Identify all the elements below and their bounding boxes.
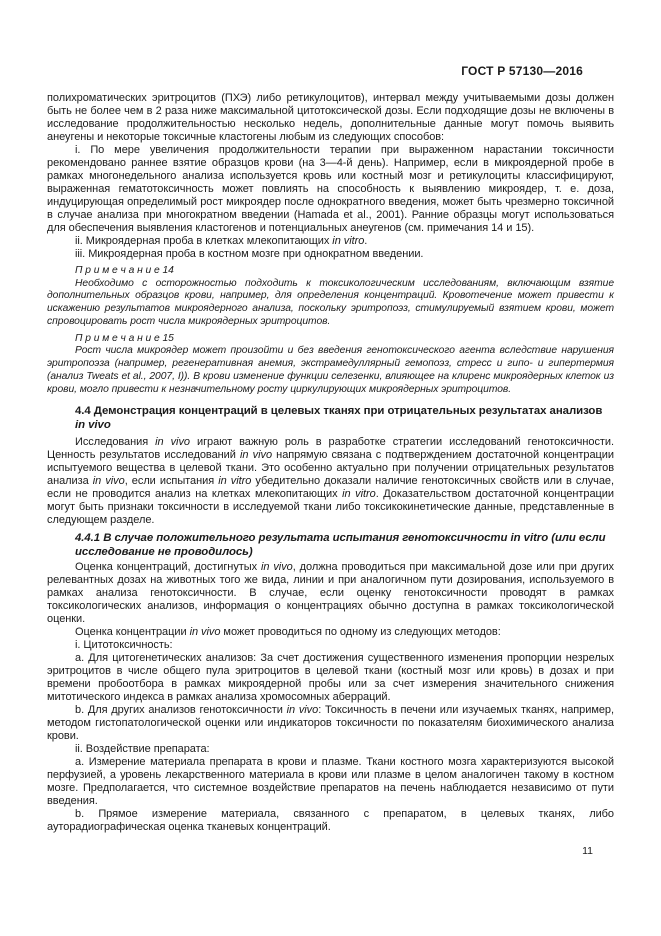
text-run: a. Измерение материала препарата в крови и плазме. Ткани костного мозга характеризуются высокой перфузией, а уровень лекарственного материала в крови или плазме в целом аналогичен такому в костном мозге. Предполагается, что системное воздействие препаратов на печень наблюдается независимо от пути введения. bbox=[47, 756, 614, 808]
paragraph-continuation bbox=[47, 92, 614, 144]
text-run: убедительно доказали наличие генотоксичных свойств или в случае, если не проводится анализ на клетках млекопитающих bbox=[47, 475, 614, 501]
text-run: 4.4.1 В случае положительного результата испытания генотоксичности in vitro (или если исследование не проводилось) bbox=[75, 532, 606, 558]
subsection-heading-4-4-1 bbox=[75, 532, 614, 559]
paragraph-in-vivo-role bbox=[47, 436, 614, 527]
text-run: 4.4 Демонстрация концентраций в целевых тканях при отрицательных результатах анализов bbox=[75, 405, 603, 418]
text-run: П р и м е ч а н и е 14 bbox=[75, 265, 174, 276]
text-run: напрямую связана с подтверждением достаточной концентрации испытуемого вещества в целевой ткани. Это особенно актуально при получении отрицательных результатов анализа bbox=[47, 449, 614, 488]
text-run: b. Прямое измерение материала, связанного с препаратом, в целевых тканях, либо ауторадиографическая оценка тканевых концентраций. bbox=[47, 808, 614, 834]
text-run: in vivo bbox=[240, 449, 273, 462]
list-item-cytogenetic-a bbox=[47, 652, 614, 704]
note-14-label bbox=[47, 265, 614, 278]
text-run: , должна проводиться при максимальной дозе или при других релевантных дозах на животных того же вида, линии и при аналогичном пути дозирования, используемого в рамках анализа генотоксичности. В случае, если оценку генотоксичности проводят в рамках токсикологических анализов, информация о концентрациях обычно доступна в рамках токсикологической оценки. bbox=[47, 561, 614, 626]
text-run: ii. Воздействие препарата: bbox=[75, 743, 210, 756]
text-run: b. Для других анализов генотоксичности bbox=[75, 704, 287, 717]
text-run: , если испытания bbox=[124, 475, 219, 488]
paragraph-methods-intro bbox=[47, 626, 614, 639]
list-item-blood-plasma-a bbox=[47, 756, 614, 808]
text-run: . bbox=[364, 235, 368, 247]
text-run: Рост числа микроядер может произойти и без введения генотоксического агента вследствие нарушения эритропоэза (например, регенеративная анемия, экстрамедуллярный гемопоэз, стресс и гипо- и гипертермия (анализ Tweats et al., 2007, I)). В крови изменение функции селезенки, влияющее на клиренс микроядерных клеток из крови, могло привести к незначительному росту циркулирующих микроядерных эритроцитов. bbox=[47, 345, 614, 395]
text-run: Исследования bbox=[75, 436, 156, 449]
list-item-roman-i bbox=[47, 144, 614, 235]
text-run: играют важную роль в разработке стратегии исследований генотоксичности. Ценность результатов исследований bbox=[47, 436, 614, 462]
text-run: in vivo bbox=[286, 704, 319, 717]
note-15-label bbox=[47, 333, 614, 346]
page-number: 11 bbox=[582, 845, 593, 857]
standard-number-header: ГОСТ Р 57130—2016 bbox=[461, 64, 583, 78]
text-run: in vitro bbox=[218, 475, 252, 488]
note-15-body bbox=[47, 345, 614, 396]
text-run: Оценка концентраций, достигнутых bbox=[75, 561, 261, 574]
note-14-body bbox=[47, 278, 614, 329]
text-run: in vivo bbox=[189, 626, 221, 639]
list-item-cytotoxicity bbox=[47, 639, 614, 652]
text-run: ii. Микроядерная проба в клетках млекопитающих bbox=[75, 235, 333, 247]
text-run: in vitro bbox=[342, 488, 376, 501]
text-run: может проводиться по одному из следующих методов: bbox=[220, 626, 501, 639]
text-run: iii. Микроядерная проба в костном мозге при однократном введении. bbox=[75, 248, 424, 260]
text-run: : Токсичность в печени или изучаемых тканях, например, методом гистопатологической оценки или индикаторов токсичности по показателям биохимического анализа крови. bbox=[47, 704, 614, 743]
text-run: a. Для цитогенетических анализов: За счет достижения существенного изменения пропорции незрелых эритроцитов в числе общего пула эритроцитов в целевой ткани (костный мозг или кровь) в дозах и при времени пробоотбора в рамках микроядерной пробы или за счет измерения значительного снижения митотического индекса в рамках анализа хромосомных аберраций. bbox=[47, 652, 614, 704]
text-run: Необходимо с осторожностью подходить к токсикологическим исследованиям, включающим взятие дополнительных образцов крови, например, для определения концентраций. Кровотечение может привести к искажению результатов микроядерного анализа, поскольку эритропоэз, стимулируемый взятием крови, может спровоцировать рост числа микроядерных эритроцитов. bbox=[47, 277, 614, 327]
text-run: in vivo bbox=[155, 436, 190, 449]
list-item-roman-iii bbox=[47, 248, 614, 261]
list-item-direct-measurement-b bbox=[47, 808, 614, 834]
document-body bbox=[47, 92, 614, 834]
list-item-other-assays-b bbox=[47, 704, 614, 743]
list-item-drug-exposure bbox=[47, 743, 614, 756]
text-run: in vivo bbox=[75, 419, 111, 432]
text-run: i. Цитотоксичность: bbox=[75, 639, 173, 652]
text-run: in vitro bbox=[332, 235, 365, 247]
text-run: . Доказательством достаточной концентрации могут быть признаки токсичности в исследуемой ткани либо токсикокинетические данные, представленные в следующем разделе. bbox=[47, 488, 614, 527]
list-item-roman-ii bbox=[47, 235, 614, 248]
text-run: i. По мере увеличения продолжительности терапии при выраженном нарастании токсичности рекомендовано раннее взятие образцов крови (на 3—4-й день). Например, если в микроядерной пробе в рамках многонедельного анализа используется кровь или костный мозг и ретикулоциты классифицируют, выраженная гематотоксичность может повлиять на способность к выявлению микроядер, т. е. доза, индуцирующая определимый рост микроядер после однократного введения, может быть чрезмерно токсичной в случае анализа при многократном введении (Hamada et al., 2001). Ранние образцы могут использоваться для обеспечения выявления кластогенов и потенциальных анеугенов (см. примечания 14 и 15). bbox=[47, 144, 614, 234]
text-run: П р и м е ч а н и е 15 bbox=[75, 332, 174, 344]
text-run: in vivo bbox=[260, 561, 293, 574]
paragraph-dose-assessment bbox=[47, 561, 614, 626]
text-run: in vivo bbox=[92, 475, 125, 488]
section-heading-4-4 bbox=[75, 404, 614, 432]
text-run: Оценка концентрации bbox=[75, 626, 190, 639]
text-run: полихроматических эритроцитов (ПХЭ) либо ретикулоцитов), интервал между учитываемыми дозы должен быть не более чем в 2 раза ниже максимальной цитотоксической дозы. Если подходящие дозы не включены в исследование продолжительностью несколько недель, дополнительные данные могут помочь выявить анеугены и некоторые токсичные кластогены любым из следующих способов: bbox=[47, 92, 614, 143]
